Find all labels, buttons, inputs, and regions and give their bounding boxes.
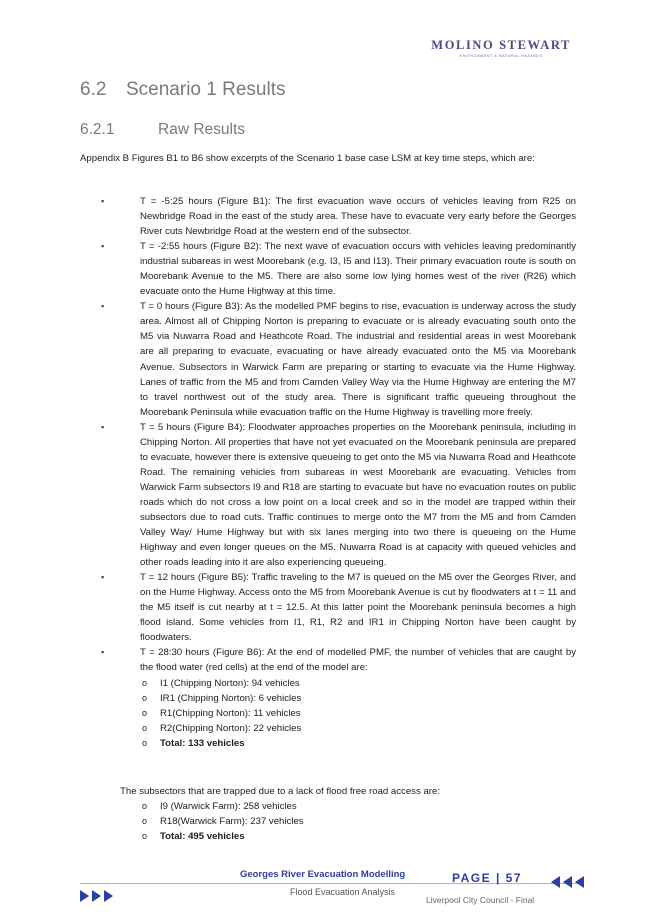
bullet-text: T = 0 hours (Figure B3): As the modelled PMF begins to rise, evacuation is underway across the study area. Almost all of Chipping Norton is preparing to evacuate or is already evacuating south onto the M5 via Nuwarra Road and Heathcote Road. The industrial and residential areas in west Moorebank are all preparing to evacuate, evacuating or have already evacuated onto the M5 via Moorebank Avenue. Subsectors in Warwick Farm are preparing or starting to evacuate via the Hume Highway. Lanes of traffic from the M5 and from Camden Valley Way via the Hume Highway are entering the M7 to travel northwest out of the study area. There is significant traffic queueing throughout the Moorebank Peninsula while evacuation traffic on the Hume Highway is travelling more freely.: [140, 301, 576, 418]
bullet-text: T = -5:25 hours (Figure B1): The first evacuation wave occurs of vehicles leaving from R25 on Newbridge Road in the east of the study area. These have to evacuate very early before the Georges River cuts Newbridge Road at the western end of the subsector.: [140, 196, 576, 238]
back-arrows-icon: [551, 875, 591, 889]
list-item: [0, 570, 576, 645]
section-heading: [80, 79, 285, 101]
list-item: [140, 736, 576, 751]
section-number: 6.2: [80, 79, 107, 100]
caught-vehicles-list: [140, 676, 576, 751]
square-bullet-icon: ▪: [101, 196, 105, 206]
list-item: [140, 814, 304, 829]
caught-item: R1(Chipping Norton): 11 vehicles: [160, 707, 301, 719]
circle-bullet-icon: o: [142, 831, 148, 841]
page-number: PAGE | 57: [452, 871, 522, 885]
square-bullet-icon: ▪: [101, 301, 105, 312]
trapped-item: R18(Warwick Farm): 237 vehicles: [160, 816, 304, 827]
square-bullet-icon: ▪: [101, 421, 105, 432]
square-bullet-icon: ▪: [101, 647, 105, 658]
caught-item: I1 (Chipping Norton): 94 vehicles: [160, 677, 300, 689]
bullet-text: T = -2:55 hours (Figure B2): The next wave of evacuation occurs with vehicles leaving predominantly industrial subareas in west Moorebank (e.g. I3, I5 and I13). Their primary evacuation route is south on Moorebank Avenue to the M5. There are also some low lying homes west of the river (R26) which evacuate onto the Hume Highway at this time.: [140, 241, 576, 298]
square-bullet-icon: ▪: [101, 241, 105, 252]
bullet-text: T = 12 hours (Figure B5): Traffic traveling to the M7 is queued on the M5 over the Georges River, and on the Hume Highway. Access onto the M5 from Moorebank Avenue is cut by floodwaters at t = 11 and the M5 itself is cut nearby at t = 12.5. At this latter point the Moorebank peninsula becomes a high flood island. Some vehicles from I1, R1, R2 and IR1 in Chipping Norton have been caught by floodwaters.: [140, 572, 576, 644]
company-logo: [431, 38, 571, 58]
forward-arrows-icon: [80, 889, 120, 903]
results-bullet-list: [0, 194, 653, 751]
circle-bullet-icon: o: [142, 801, 148, 811]
section-title: Scenario 1 Results: [126, 79, 286, 100]
subsection-heading: [80, 121, 245, 139]
logo-main-text: MOLINO STEWART: [431, 38, 571, 52]
list-item: [140, 691, 576, 706]
circle-bullet-icon: o: [142, 707, 148, 718]
intro-paragraph: Appendix B Figures B1 to B6 show excerpts of the Scenario 1 base case LSM at key time steps, which are:: [80, 153, 535, 164]
list-item: [0, 420, 576, 570]
trapped-vehicles-list: [140, 799, 304, 844]
list-item: [140, 706, 576, 721]
circle-bullet-icon: o: [142, 737, 148, 748]
list-item: [140, 676, 576, 691]
list-item: [0, 645, 576, 750]
list-item: [0, 299, 576, 419]
list-item: [0, 194, 576, 239]
list-item: [0, 239, 576, 299]
list-item: [140, 721, 576, 736]
bullet-text: T = 28:30 hours (Figure B6): At the end of modelled PMF, the number of vehicles that are caught by the flood water (red cells) at the end of the model are:: [140, 647, 576, 674]
trapped-total: Total: 495 vehicles: [160, 831, 245, 842]
caught-item: IR1 (Chipping Norton): 6 vehicles: [160, 692, 302, 704]
circle-bullet-icon: o: [142, 677, 148, 688]
caught-item: R2(Chipping Norton): 22 vehicles: [160, 722, 302, 734]
circle-bullet-icon: o: [142, 816, 148, 826]
square-bullet-icon: ▪: [101, 572, 105, 583]
caught-total: Total: 133 vehicles: [160, 737, 245, 749]
circle-bullet-icon: o: [142, 692, 148, 703]
logo-sub-text: ENVIRONMENT & NATURAL HAZARDS: [459, 54, 543, 58]
subsection-title: Raw Results: [158, 121, 245, 138]
footer-client: Liverpool City Council - Final: [426, 895, 535, 905]
list-item: [140, 799, 304, 814]
footer-document-title: Georges River Evacuation Modelling: [240, 869, 406, 880]
trapped-item: I9 (Warwick Farm): 258 vehicles: [160, 801, 297, 812]
trapped-intro: The subsectors that are trapped due to a lack of flood free road access are:: [120, 786, 440, 797]
list-item: [140, 829, 304, 844]
bullet-text: T = 5 hours (Figure B4): Floodwater approaches properties on the Moorebank peninsula, including in Chipping Norton. All properties that have not yet evacuated on the Moorebank peninsula are prepared to evacuate, however there is extensive queueing to get onto the M5 via Nuwarra Road and Heathcote Road. The remaining vehicles from subareas in west Moorebank are evacuating. Vehicles from Warwick Farm subsectors I9 and R18 are starting to evacuate but have no evacuation routes on public roads which do not cross a low point on a local creek and so in the model are trapped within their subsectors due to road cuts. Traffic continues to merge onto the M7 from the M5 and from Camden Valley Way/ Hume Highway but with six lanes merging into two there is queueing on the Hume Highway and even longer queues on the M5. Nuwarra Road is at capacity with queued vehicles and other roads leading into it are also experiencing queueing.: [140, 421, 576, 569]
circle-bullet-icon: o: [142, 722, 148, 733]
footer-document-subtitle: Flood Evacuation Analysis: [290, 887, 396, 897]
subsection-number: 6.2.1: [80, 121, 115, 138]
